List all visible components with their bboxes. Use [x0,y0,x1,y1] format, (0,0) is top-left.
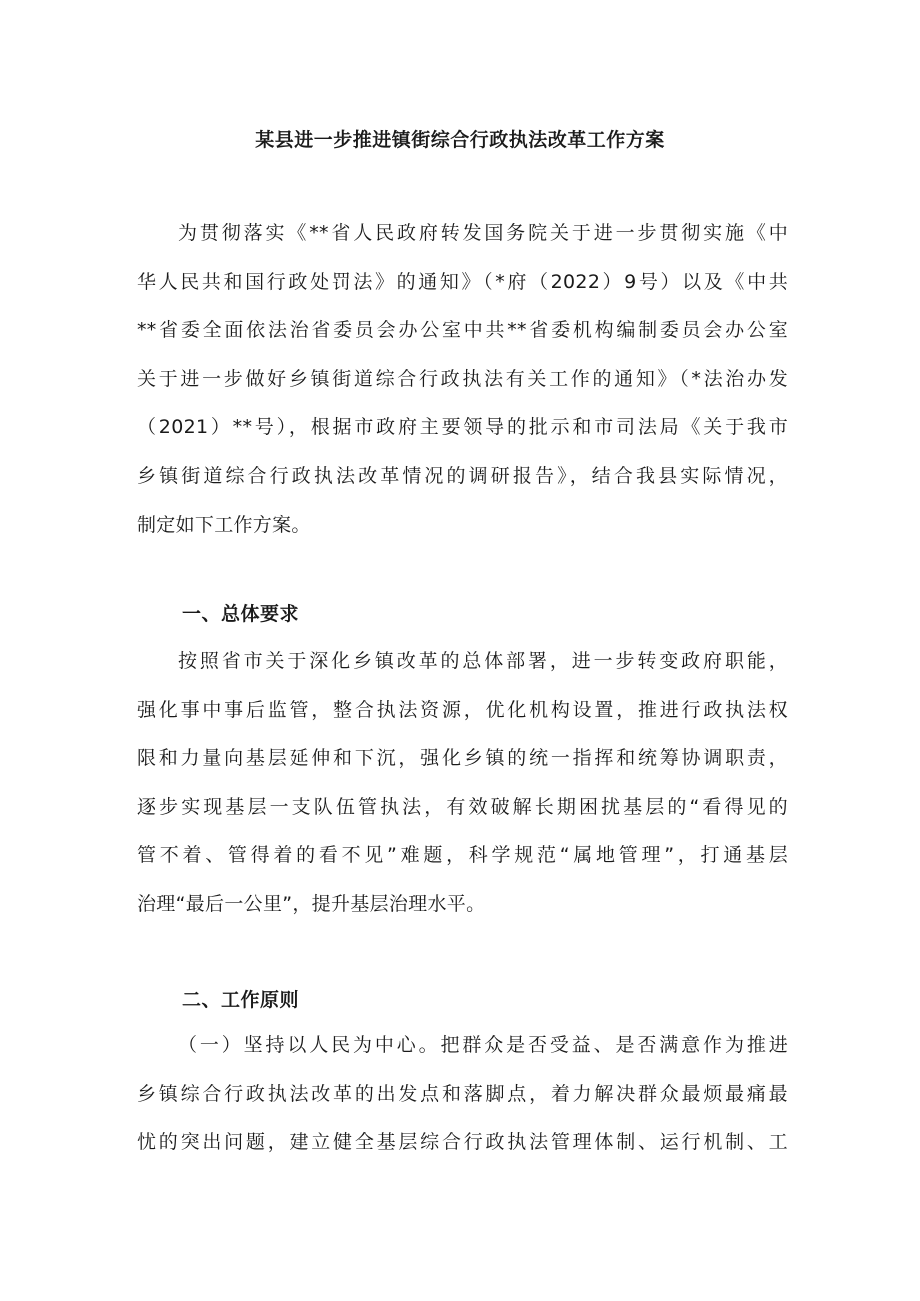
section2-line: （一）坚持以人民为中心。把群众是否受益、是否满意作为推进 [178,1034,788,1056]
intro-paragraph [137,209,788,549]
section2-line: 忧的突出问题，建立健全基层综合行政执法管理体制、运行机制、工 [137,1131,788,1154]
intro-line: **省委全面依法治省委员会办公室中共**省委机构编制委员会办公室 [137,319,788,342]
section2-line: 乡镇综合行政执法改革的出发点和落脚点，着力解决群众最烦最痛最 [137,1082,788,1105]
section1-line: 强化事中事后监管，整合执法资源，优化机构设置，推进行政执法权 [137,698,788,721]
intro-line: 关于进一步做好乡镇街道综合行政执法有关工作的通知》（*法治办发 [137,367,788,390]
section1-line: 限和力量向基层延伸和下沉，强化乡镇的统一指挥和统筹协调职责， [137,747,788,770]
intro-line: 乡镇街道综合行政执法改革情况的调研报告》，结合我县实际情况， [137,464,788,487]
intro-line: 制定如下工作方案。 [137,513,311,536]
section2-paragraph [137,1021,788,1167]
section1-line: 按照省市关于深化乡镇改革的总体部署，进一步转变政府职能， [178,650,788,672]
section1-paragraph [137,637,788,929]
document-title: 某县进一步推进镇街综合行政执法改革工作方案 [255,129,665,151]
section1-line: 管不着、管得着的看不见”难题，科学规范“属地管理”，打通基层 [137,844,788,867]
intro-line: （2021）**号），根据市政府主要领导的批示和市司法局《关于我市 [137,416,788,439]
section1-line: 逐步实现基层一支队伍管执法，有效破解长期困扰基层的“看得见的 [137,795,788,818]
section-heading-overall-requirements: 一、总体要求 [182,603,300,625]
intro-line: 华人民共和国行政处罚法》的通知》（*府（2022）9号）以及《中共 [137,270,788,293]
intro-line: 为贯彻落实《**省人民政府转发国务院关于进一步贯彻实施《中 [178,222,788,244]
section-heading-work-principles: 二、工作原则 [182,989,300,1011]
section1-line: 治理“最后一公里”，提升基层治理水平。 [137,892,486,915]
